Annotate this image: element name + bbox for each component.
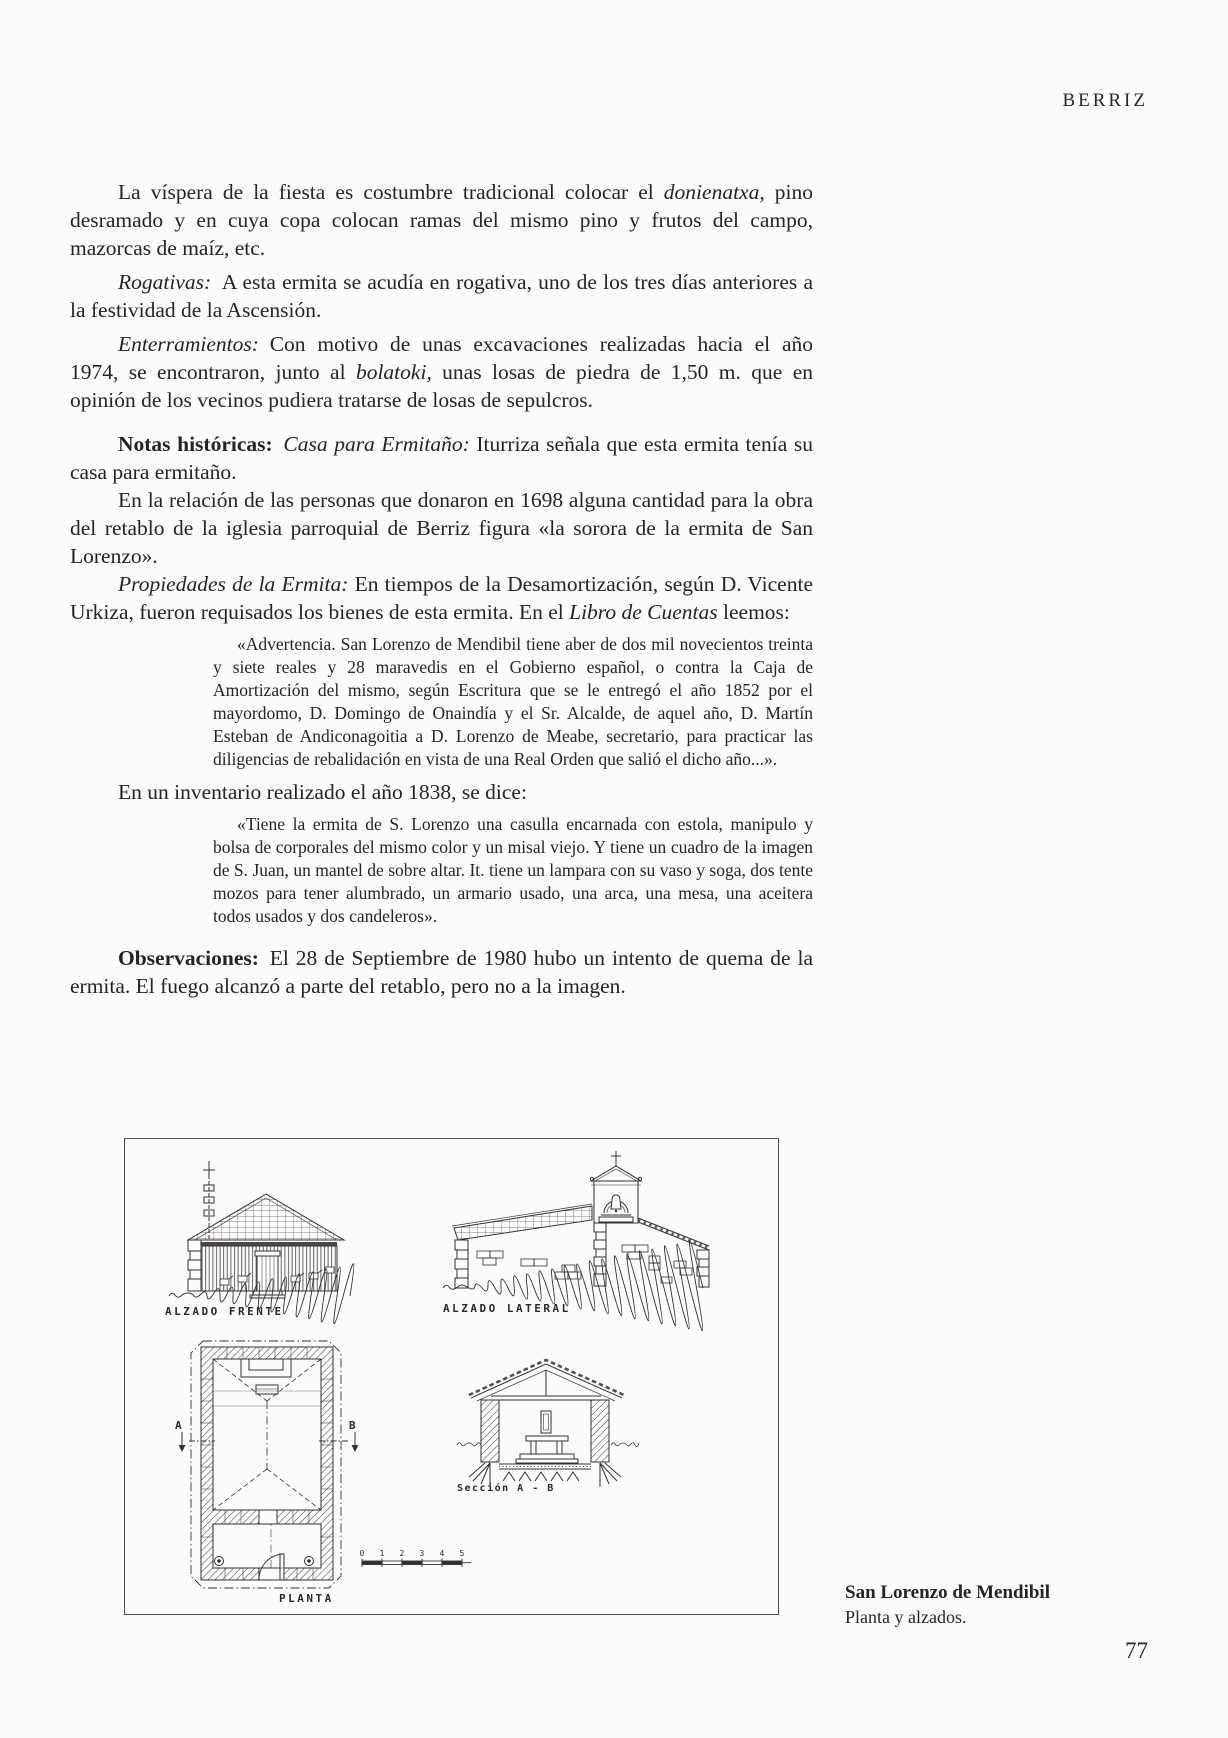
paragraph-inventario-1838: En un inventario realizado el año 1838, se dice: [118,780,527,804]
scale-tick-2: 2 [399,1549,405,1558]
front-elevation-drawing [169,1161,354,1324]
scale-tick-3: 3 [419,1549,425,1558]
blockquote-advertencia: «Advertencia. San Lorenzo de Mendibil tiene aber de dos mil novecientos treinta y siete reales y 28 maravedis en el Gobierno español, o contra la Caja de Amortización del mismo, según Escritura que se le entregó el año 1852 por el mayordomo, D. Domingo de Onaindía y el Sr. Alcalde, de aquel año, D. Martín Esteban de Andiconagoitia a D. Lorenzo de Meabe, secretario, para practicar las diligencias de rebalidación en vista de una Real Orden que salió el dicho año...». [213,634,813,769]
paragraph-propiedades: Propiedades de la Ermita: En tiempos de la Desamortización, según D. Vicente Urkiza, fueron requisados los bienes de esta ermita. En el Libro de Cuentas leemos: [70,572,813,624]
body-text [70,178,813,1000]
section-label: Sección A - B [457,1483,555,1494]
blockquote-inventario: «Tiene la ermita de S. Lorenzo una casulla encarnada con estola, manipulo y bolsa de corporales del mismo color y un misal viejo. Y tiene un cuadro de la imagen de S. Juan, un mantel de sobre altar. It. tiene un lampara con su vaso y soga, dos tente mozos para tener alumbrado, un armario usado, una arca, una mesa, una aceitera todos usados y dos candeleros». [213,814,813,926]
floor-plan-drawing [179,1341,359,1588]
section-drawing [457,1360,639,1487]
scale-tick-1: 1 [379,1549,385,1558]
scale-bar [362,1559,471,1568]
scale-tick-4: 4 [439,1549,445,1558]
caption-subtitle: Planta y alzados. [845,1607,967,1627]
paragraph-notas-historicas: Notas históricas: Casa para Ermitaño: Iturriza señala que esta ermita tenía su casa para ermitaño. [70,432,813,484]
plan-section-marker-b: B [349,1419,356,1432]
side-elevation-label: ALZADO LATERAL [443,1302,571,1315]
running-head: BERRIZ [1062,90,1148,111]
architectural-figure [124,1138,779,1615]
scale-tick-0: 0 [359,1549,365,1558]
front-elevation-label: ALZADO FRENTE [165,1305,284,1318]
figure-caption [845,1581,1145,1629]
paragraph-enterramientos: Enterramientos: Con motivo de unas excavaciones realizadas hacia el año 1974, se encontraron, junto al bolatoki, unas losas de piedra de 1,50 m. que en opinión de los vecinos pudiera tratarse de losas de sepulcros. [70,332,813,412]
floor-plan-label: PLANTA [279,1592,334,1605]
caption-title: San Lorenzo de Mendibil [845,1582,1050,1603]
paragraph-relacion-1698: En la relación de las personas que donaron en 1698 alguna cantidad para la obra del retablo de la iglesia parroquial de Berriz figura «la sorora de la ermita de San Lorenzo». [70,488,813,568]
paragraph-observaciones: Observaciones: El 28 de Septiembre de 1980 hubo un intento de quema de la ermita. El fuego alcanzó a parte del retablo, pero no a la imagen. [70,946,813,998]
paragraph-rogativas: Rogativas: A esta ermita se acudía en rogativa, uno de los tres días anteriores a la festividad de la Ascensión. [70,270,813,322]
scale-tick-5: 5 [459,1549,465,1558]
plan-section-marker-a: A [175,1419,182,1432]
page-number: 77 [1125,1638,1148,1663]
paragraph-vispera: La víspera de la fiesta es costumbre tradicional colocar el donienatxa, pino desramado y en cuya copa colocan ramas del mismo pino y frutos del campo, mazorcas de maíz, etc. [70,180,813,260]
figure-drawings [125,1139,778,1614]
